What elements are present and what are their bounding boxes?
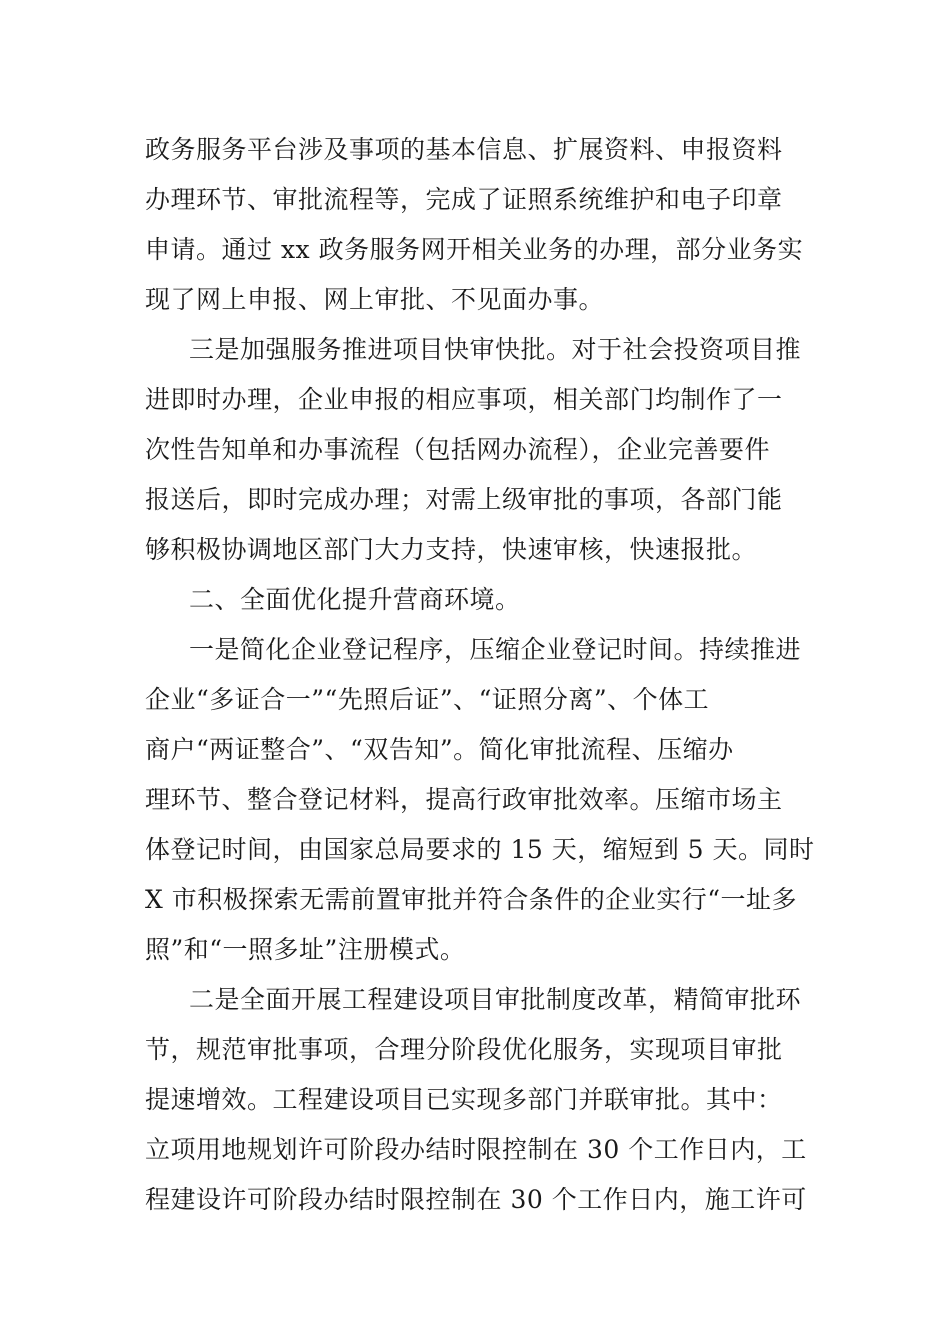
text-line: X 市积极探索无需前置审批并符合条件的企业实行“一址多 (145, 885, 798, 914)
text-line: 政务服务平台涉及事项的基本信息、扩展资料、申报资料 (145, 135, 783, 164)
text-line: 进即时办理，企业申报的相应事项，相关部门均制作了一 (145, 385, 783, 414)
text-line: 体登记时间，由国家总局要求的 15 天，缩短到 5 天。同时 (145, 835, 815, 864)
text-line: 现了网上申报、网上审批、不见面办事。 (145, 285, 605, 314)
text-line: 企业“多证合一”“先照后证”、“证照分离”、个体工 (145, 685, 710, 714)
text-line: 办理环节、审批流程等，完成了证照系统维护和电子印章 (145, 185, 783, 214)
text-line: 商户“两证整合”、“双告知”。简化审批流程、压缩办 (145, 735, 734, 764)
text-line: 次性告知单和办事流程（包括网办流程），企业完善要件 (145, 435, 771, 464)
text-line: 程建设许可阶段办结时限控制在 30 个工作日内，施工许可 (145, 1185, 807, 1214)
section-heading: 二、全面优化提升营商环境。 (189, 585, 521, 614)
text-line: 理环节、整合登记材料，提高行政审批效率。压缩市场主 (145, 785, 783, 814)
paragraph-start-line: 三是加强服务推进项目快审快批。对于社会投资项目推 (189, 335, 802, 364)
text-line: 够积极协调地区部门大力支持，快速审核，快速报批。 (145, 535, 758, 564)
text-line: 照”和“一照多址”注册模式。 (145, 935, 466, 964)
paragraph-start-line: 二是全面开展工程建设项目审批制度改革，精简审批环 (189, 985, 802, 1014)
text-line: 申请。通过 xx 政务服务网开相关业务的办理，部分业务实 (145, 235, 804, 264)
text-line: 节，规范审批事项，合理分阶段优化服务，实现项目审批 (145, 1035, 783, 1064)
text-line: 报送后，即时完成办理；对需上级审批的事项，各部门能 (145, 485, 783, 514)
text-line: 提速增效。工程建设项目已实现多部门并联审批。其中： (145, 1085, 783, 1114)
text-line: 立项用地规划许可阶段办结时限控制在 30 个工作日内，工 (145, 1135, 807, 1164)
paragraph-start-line: 一是简化企业登记程序，压缩企业登记时间。持续推进 (189, 635, 802, 664)
